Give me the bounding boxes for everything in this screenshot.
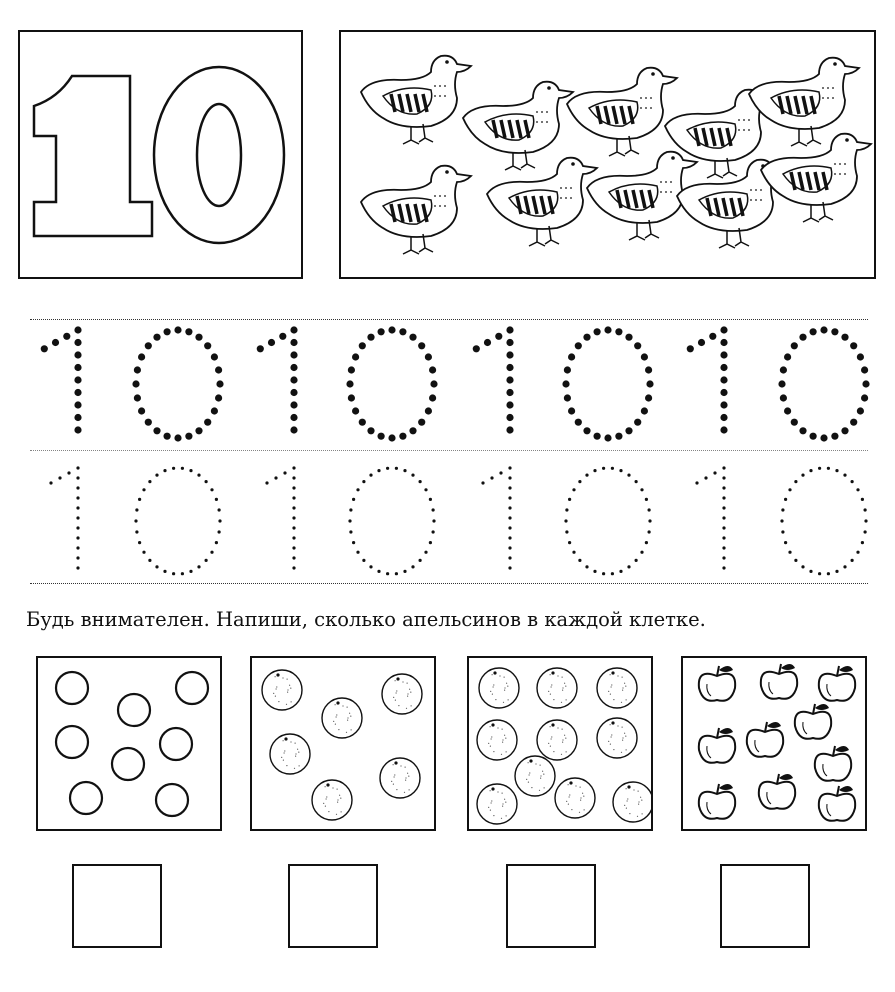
circle-shape (56, 726, 88, 758)
duck-icon (361, 56, 471, 144)
big-number-graphic (20, 32, 301, 277)
duck-icon (761, 134, 871, 222)
orange-icon (479, 668, 519, 708)
bold-trace-digit-one[interactable] (257, 326, 298, 433)
orange-icon (477, 720, 517, 760)
apple-icon (815, 746, 851, 781)
apple-icon (819, 786, 855, 821)
orange-icon (515, 756, 555, 796)
answer-box-1[interactable] (72, 864, 162, 948)
apple-icon (699, 666, 735, 701)
circle-shape (70, 782, 102, 814)
light-trace-digit-zero[interactable] (348, 467, 435, 576)
light-trace-digit-one[interactable] (481, 466, 511, 569)
ducks-panel (339, 30, 876, 279)
bold-trace-digit-one[interactable] (473, 326, 514, 433)
light-trace-digit-zero[interactable] (134, 467, 221, 576)
duck-icon (361, 166, 471, 254)
duck-icon (567, 68, 677, 156)
counting-box-oranges-small (250, 656, 436, 831)
bold-trace-digit-zero[interactable] (132, 326, 223, 441)
oranges-group-2 (469, 658, 651, 829)
instruction-text: Будь внимателен. Напиши, сколько апельсинов в каждой клетке. (26, 608, 706, 631)
digit-tracing-area[interactable] (0, 300, 895, 600)
orange-icon (537, 720, 577, 760)
circle-shape (56, 672, 88, 704)
light-trace-digit-zero[interactable] (564, 467, 651, 576)
apple-icon (747, 722, 783, 757)
orange-icon (380, 758, 420, 798)
answer-box-2[interactable] (288, 864, 378, 948)
apple-icon (761, 664, 797, 699)
orange-icon (537, 668, 577, 708)
bold-trace-digit-zero[interactable] (562, 326, 653, 441)
orange-icon (262, 670, 302, 710)
big-number-panel (18, 30, 303, 279)
apple-icon (759, 774, 795, 809)
light-trace-digit-one[interactable] (265, 466, 295, 569)
duck-icon (749, 58, 859, 146)
answer-box-3[interactable] (506, 864, 596, 948)
duck-icon (463, 82, 573, 170)
bold-trace-digit-one[interactable] (41, 326, 82, 433)
outlined-digit-one (34, 76, 152, 236)
bold-trace-digit-one[interactable] (687, 326, 728, 433)
apples-group (683, 658, 865, 829)
outlined-digit-zero-inner (197, 104, 241, 206)
circle-shape (156, 784, 188, 816)
circle-shape (112, 748, 144, 780)
apple-icon (699, 728, 735, 763)
orange-icon (312, 780, 352, 820)
orange-icon (477, 784, 517, 824)
apple-icon (699, 784, 735, 819)
circles-group (38, 658, 220, 829)
duck-icon (487, 158, 597, 246)
counting-box-apples (681, 656, 867, 831)
counting-box-oranges-large (467, 656, 653, 831)
orange-icon (597, 668, 637, 708)
answer-box-4[interactable] (720, 864, 810, 948)
orange-icon (270, 734, 310, 774)
orange-icon (555, 778, 595, 818)
orange-icon (613, 782, 651, 822)
light-trace-digit-one[interactable] (695, 466, 725, 569)
light-trace-digit-one[interactable] (49, 466, 79, 569)
light-trace-digit-zero[interactable] (780, 467, 867, 576)
orange-icon (597, 718, 637, 758)
apple-icon (819, 666, 855, 701)
ducks-illustration (341, 32, 874, 277)
counting-box-circles (36, 656, 222, 831)
circle-shape (176, 672, 208, 704)
bold-trace-digit-zero[interactable] (778, 326, 869, 441)
circle-shape (160, 728, 192, 760)
orange-icon (382, 674, 422, 714)
orange-icon (322, 698, 362, 738)
bold-trace-digit-zero[interactable] (346, 326, 437, 441)
apple-icon (795, 704, 831, 739)
oranges-group-1 (252, 658, 434, 829)
circle-shape (118, 694, 150, 726)
